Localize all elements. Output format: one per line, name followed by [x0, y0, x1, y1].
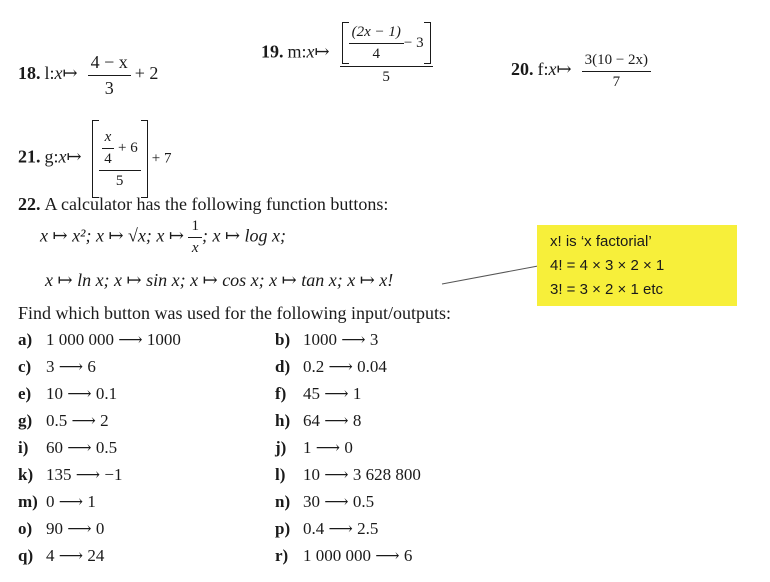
- exercise-mapping: 0.4 ⟶ 2.5: [303, 519, 379, 538]
- exercise-item: [18, 357, 96, 377]
- maps-to-arrow: ↦: [556, 59, 572, 80]
- question-22-intro: [18, 194, 388, 215]
- exercise-mapping: 3 ⟶ 6: [46, 357, 96, 376]
- add-term: + 6: [118, 139, 138, 156]
- exercise-item: [18, 465, 122, 485]
- exercise-item: [18, 519, 104, 539]
- instruction-text: Find which button was used for the following input/outputs:: [18, 303, 451, 323]
- expression-tail: + 2: [134, 63, 159, 84]
- exercise-label: b): [275, 330, 291, 349]
- exercise-mapping: 1 ⟶ 0: [303, 438, 353, 457]
- function-name: f:: [537, 59, 549, 80]
- question-number: 20.: [511, 59, 534, 80]
- exercise-item: [275, 438, 353, 458]
- exercise-label: p): [275, 519, 291, 538]
- exercise-item: [18, 546, 104, 566]
- inner-numerator: x: [102, 129, 115, 149]
- exercise-label: g): [18, 411, 33, 430]
- exercise-label: d): [275, 357, 291, 376]
- outer-denominator: 5: [382, 69, 390, 85]
- question-number: 22.: [18, 194, 41, 214]
- exercise-mapping: 60 ⟶ 0.5: [46, 438, 118, 457]
- exercise-item: [18, 492, 96, 512]
- exercise-item: [275, 384, 361, 404]
- outer-fraction: [340, 22, 433, 86]
- inner-fraction: [102, 129, 115, 168]
- left-bracket: [92, 120, 99, 198]
- exercise-item: [275, 357, 387, 377]
- exercise-label: h): [275, 411, 291, 430]
- exercise-mapping: 4 ⟶ 24: [46, 546, 105, 565]
- exercise-mapping: 135 ⟶ −1: [46, 465, 123, 484]
- outer-numerator: [99, 129, 141, 171]
- outer-numerator: [340, 22, 433, 67]
- exercise-label: k): [18, 465, 34, 484]
- note-line-1: x! is ‘x factorial’: [550, 233, 652, 250]
- right-bracket: [141, 120, 148, 198]
- exercise-item: [275, 492, 374, 512]
- factorial-note: [537, 225, 737, 306]
- numerator: 3(10 − 2x): [582, 52, 651, 72]
- exercise-label: q): [18, 546, 34, 565]
- exercise-label: o): [18, 519, 33, 538]
- fraction: [582, 52, 651, 91]
- exercise-item: [275, 330, 378, 350]
- exercise-item: [275, 465, 421, 485]
- exercise-mapping: 45 ⟶ 1: [303, 384, 362, 403]
- variable: x: [306, 41, 315, 62]
- exercise-label: r): [275, 546, 289, 565]
- right-bracket: [424, 22, 431, 64]
- maps-to-arrow: ↦: [314, 41, 330, 62]
- question-21: [18, 120, 171, 198]
- exercise-item: [18, 384, 117, 404]
- exercise-item: [18, 438, 117, 458]
- numerator: 4 − x: [88, 52, 131, 76]
- question-number: 18.: [18, 63, 41, 84]
- exercise-mapping: 90 ⟶ 0: [46, 519, 105, 538]
- outer-fraction: [99, 129, 141, 190]
- inner-denominator: 4: [104, 150, 112, 167]
- inner-fraction: [349, 24, 404, 63]
- exercise-mapping: 64 ⟶ 8: [303, 411, 362, 430]
- question-20: [511, 52, 651, 91]
- fraction: [88, 52, 131, 99]
- function-name: g:: [44, 146, 59, 167]
- exercise-item: [18, 330, 181, 350]
- callout-line: [440, 262, 540, 288]
- variable: x: [58, 146, 67, 167]
- exercise-label: j): [275, 438, 287, 457]
- subtract-term: − 3: [403, 35, 424, 52]
- question-text: A calculator has the following function buttons:: [44, 194, 389, 214]
- note-line-2: 4! = 4 × 3 × 2 × 1: [550, 257, 665, 274]
- exercise-item: [275, 519, 378, 539]
- left-bracket: [342, 22, 349, 64]
- inner-denominator: 4: [372, 45, 380, 62]
- exercise-label: f): [275, 384, 287, 403]
- exercise-mapping: 0 ⟶ 1: [46, 492, 96, 511]
- exercise-label: n): [275, 492, 291, 511]
- note-line-3: 3! = 3 × 2 × 1 etc: [550, 281, 663, 298]
- exercise-mapping: 30 ⟶ 0.5: [303, 492, 375, 511]
- function-buttons-line-1: [40, 218, 286, 257]
- exercise-item: [275, 411, 361, 431]
- exercise-mapping: 10 ⟶ 3 628 800: [303, 465, 421, 484]
- question-19: [261, 22, 433, 86]
- inner-numerator: (2x − 1): [349, 24, 404, 44]
- exercise-label: m): [18, 492, 38, 511]
- denominator: 7: [612, 74, 621, 90]
- exercise-item: [275, 546, 412, 566]
- question-18: [18, 52, 158, 99]
- maps-to-arrow: ↦: [66, 146, 82, 167]
- exercise-label: i): [18, 438, 29, 457]
- outer-denominator: 5: [115, 172, 124, 189]
- function-buttons-line-2: x ↦ ln x; x ↦ sin x; x ↦ cos x; x ↦ tan x; x ↦ x!: [45, 270, 394, 290]
- function-name: l:: [44, 63, 55, 84]
- expression-tail: + 7: [151, 150, 172, 167]
- exercise-label: l): [275, 465, 286, 484]
- function-name: m:: [287, 41, 307, 62]
- buttons-text-a: x ↦ x²; x ↦ √x; x ↦: [40, 225, 189, 246]
- exercise-mapping: 1 000 000 ⟶ 1000: [46, 330, 181, 349]
- question-number: 21.: [18, 146, 41, 167]
- reciprocal-denominator: x: [191, 240, 199, 256]
- buttons-text-b: ; x ↦ log x;: [201, 225, 287, 246]
- exercise-mapping: 10 ⟶ 0.1: [46, 384, 118, 403]
- exercise-label: e): [18, 384, 32, 403]
- reciprocal-numerator: 1: [188, 218, 202, 238]
- exercise-mapping: 1000 ⟶ 3: [303, 330, 379, 349]
- exercise-label: c): [18, 357, 32, 376]
- variable: x: [548, 59, 557, 80]
- reciprocal-fraction: [188, 218, 202, 257]
- denominator: 3: [104, 78, 114, 98]
- exercise-item: [18, 411, 109, 431]
- exercise-label: a): [18, 330, 33, 349]
- exercise-mapping: 1 000 000 ⟶ 6: [303, 546, 413, 565]
- variable: x: [54, 63, 63, 84]
- maps-to-arrow: ↦: [62, 63, 78, 84]
- question-number: 19.: [261, 41, 284, 62]
- exercise-mapping: 0.5 ⟶ 2: [46, 411, 109, 430]
- exercise-mapping: 0.2 ⟶ 0.04: [303, 357, 387, 376]
